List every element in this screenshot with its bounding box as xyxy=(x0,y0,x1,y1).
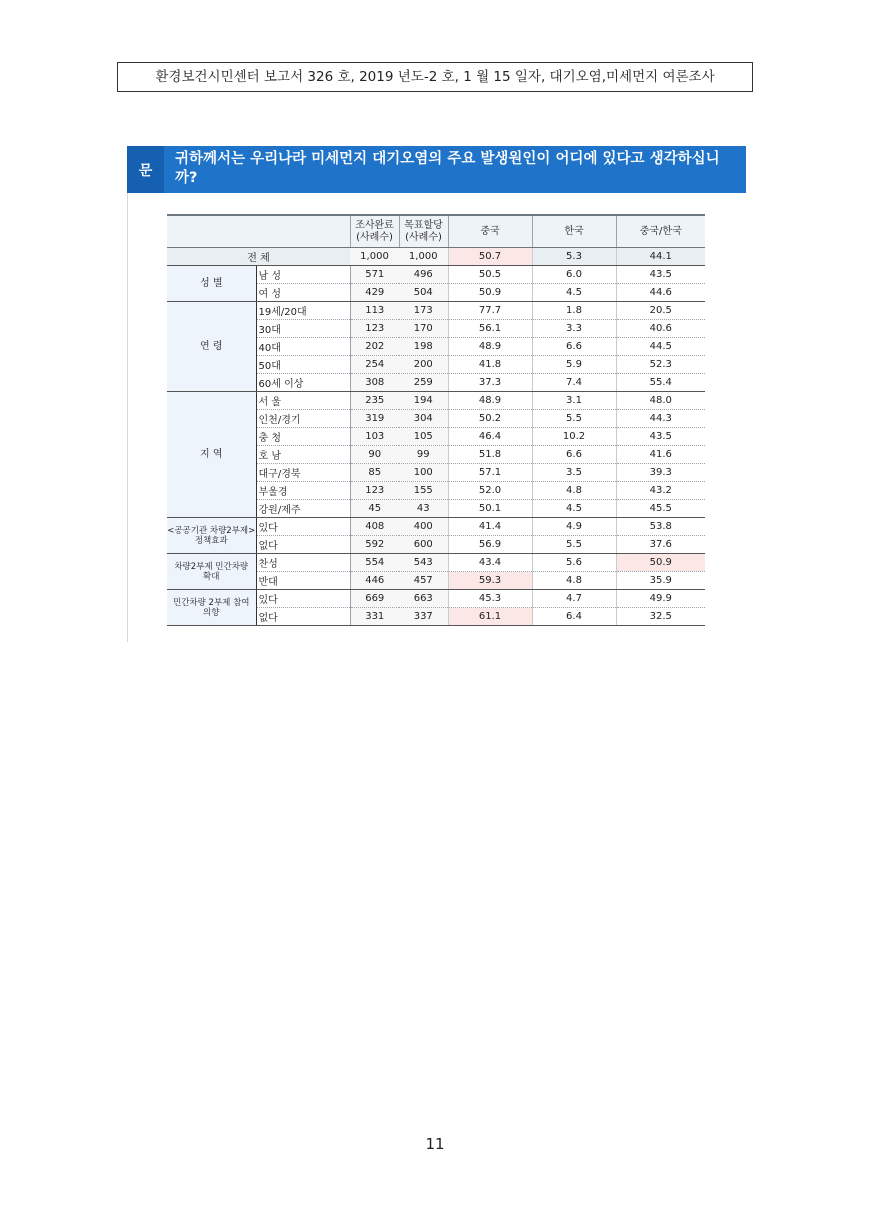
korea-cell: 1.8 xyxy=(532,302,616,320)
n-target-cell: 259 xyxy=(399,374,448,392)
table-row xyxy=(167,392,705,410)
china-cell: 50.7 xyxy=(448,248,532,266)
subgroup-label: 50대 xyxy=(256,356,350,374)
n-completed-cell: 123 xyxy=(350,482,399,500)
china-cell: 50.2 xyxy=(448,410,532,428)
subgroup-label: 서 울 xyxy=(256,392,350,410)
n-target-cell: 100 xyxy=(399,464,448,482)
n-completed-cell: 113 xyxy=(350,302,399,320)
n-completed-cell: 331 xyxy=(350,608,399,626)
question-label: 문 xyxy=(127,146,164,193)
subgroup-label: 여 성 xyxy=(256,284,350,302)
table-row xyxy=(167,554,705,572)
n-target-cell: 198 xyxy=(399,338,448,356)
korea-cell: 4.5 xyxy=(532,500,616,518)
china-cell: 59.3 xyxy=(448,572,532,590)
china-korea-cell: 20.5 xyxy=(616,302,705,320)
china-cell: 77.7 xyxy=(448,302,532,320)
header-cell: 목표할당 (사례수) xyxy=(399,215,448,248)
subgroup-label: 반대 xyxy=(256,572,350,590)
table-row xyxy=(167,302,705,320)
n-target-cell: 173 xyxy=(399,302,448,320)
n-target-cell: 457 xyxy=(399,572,448,590)
korea-cell: 6.4 xyxy=(532,608,616,626)
china-cell: 50.9 xyxy=(448,284,532,302)
korea-cell: 5.5 xyxy=(532,410,616,428)
n-target-cell: 400 xyxy=(399,518,448,536)
n-target-cell: 155 xyxy=(399,482,448,500)
china-cell: 50.1 xyxy=(448,500,532,518)
korea-cell: 4.8 xyxy=(532,482,616,500)
subgroup-label: 있다 xyxy=(256,590,350,608)
china-cell: 48.9 xyxy=(448,392,532,410)
korea-cell: 10.2 xyxy=(532,428,616,446)
table-header-row xyxy=(167,215,705,248)
china-cell: 61.1 xyxy=(448,608,532,626)
table-row-total xyxy=(167,248,705,266)
header-cell: 중국 xyxy=(448,215,532,248)
figure-left-rule xyxy=(127,193,128,642)
n-completed-cell: 85 xyxy=(350,464,399,482)
n-completed-cell: 571 xyxy=(350,266,399,284)
korea-cell: 6.0 xyxy=(532,266,616,284)
korea-cell: 3.3 xyxy=(532,320,616,338)
china-korea-cell: 43.5 xyxy=(616,266,705,284)
korea-cell: 5.5 xyxy=(532,536,616,554)
n-target-cell: 337 xyxy=(399,608,448,626)
n-completed-cell: 408 xyxy=(350,518,399,536)
group-label: <공공기관 차량2부제> 정책효과 xyxy=(167,518,256,554)
subgroup-label: 대구/경북 xyxy=(256,464,350,482)
china-korea-cell: 37.6 xyxy=(616,536,705,554)
n-target-cell: 543 xyxy=(399,554,448,572)
subgroup-label: 인천/경기 xyxy=(256,410,350,428)
n-target-cell: 504 xyxy=(399,284,448,302)
subgroup-label: 19세/20대 xyxy=(256,302,350,320)
china-korea-cell: 48.0 xyxy=(616,392,705,410)
subgroup-label: 60세 이상 xyxy=(256,374,350,392)
n-completed-cell: 235 xyxy=(350,392,399,410)
page-number: 11 xyxy=(425,1135,445,1153)
korea-cell: 4.5 xyxy=(532,284,616,302)
n-completed-cell: 554 xyxy=(350,554,399,572)
total-label: 전 체 xyxy=(167,248,350,266)
china-cell: 46.4 xyxy=(448,428,532,446)
china-korea-cell: 44.3 xyxy=(616,410,705,428)
china-cell: 43.4 xyxy=(448,554,532,572)
n-target-cell: 43 xyxy=(399,500,448,518)
china-korea-cell: 45.5 xyxy=(616,500,705,518)
china-korea-cell: 43.2 xyxy=(616,482,705,500)
header-cell xyxy=(167,215,256,248)
china-cell: 56.1 xyxy=(448,320,532,338)
n-target-cell: 1,000 xyxy=(399,248,448,266)
n-target-cell: 170 xyxy=(399,320,448,338)
header-cell: 중국/한국 xyxy=(616,215,705,248)
korea-cell: 5.9 xyxy=(532,356,616,374)
n-target-cell: 496 xyxy=(399,266,448,284)
china-korea-cell: 44.6 xyxy=(616,284,705,302)
n-target-cell: 663 xyxy=(399,590,448,608)
china-korea-cell: 55.4 xyxy=(616,374,705,392)
n-completed-cell: 319 xyxy=(350,410,399,428)
china-cell: 52.0 xyxy=(448,482,532,500)
table-row xyxy=(167,518,705,536)
n-completed-cell: 446 xyxy=(350,572,399,590)
china-cell: 50.5 xyxy=(448,266,532,284)
subgroup-label: 찬성 xyxy=(256,554,350,572)
results-table xyxy=(167,214,705,626)
n-completed-cell: 592 xyxy=(350,536,399,554)
n-completed-cell: 45 xyxy=(350,500,399,518)
subgroup-label: 없다 xyxy=(256,608,350,626)
group-label: 차량2부제 민간차량 확대 xyxy=(167,554,256,590)
header-cell: 조사완료 (사례수) xyxy=(350,215,399,248)
china-korea-cell: 49.9 xyxy=(616,590,705,608)
header-cell xyxy=(256,215,350,248)
china-cell: 48.9 xyxy=(448,338,532,356)
n-completed-cell: 202 xyxy=(350,338,399,356)
table-row xyxy=(167,590,705,608)
n-completed-cell: 669 xyxy=(350,590,399,608)
china-korea-cell: 41.6 xyxy=(616,446,705,464)
subgroup-label: 있다 xyxy=(256,518,350,536)
china-cell: 57.1 xyxy=(448,464,532,482)
n-target-cell: 99 xyxy=(399,446,448,464)
header-cell: 한국 xyxy=(532,215,616,248)
china-korea-cell: 40.6 xyxy=(616,320,705,338)
china-korea-cell: 39.3 xyxy=(616,464,705,482)
korea-cell: 3.5 xyxy=(532,464,616,482)
n-target-cell: 194 xyxy=(399,392,448,410)
subgroup-label: 40대 xyxy=(256,338,350,356)
subgroup-label: 충 청 xyxy=(256,428,350,446)
china-korea-cell: 32.5 xyxy=(616,608,705,626)
subgroup-label: 호 남 xyxy=(256,446,350,464)
korea-cell: 4.9 xyxy=(532,518,616,536)
korea-cell: 4.8 xyxy=(532,572,616,590)
n-completed-cell: 308 xyxy=(350,374,399,392)
report-citation: 환경보건시민센터 보고서 326 호, 2019 년도-2 호, 1 월 15 일자, 대기오염,미세먼지 여론조사 xyxy=(117,62,753,92)
china-cell: 37.3 xyxy=(448,374,532,392)
korea-cell: 6.6 xyxy=(532,338,616,356)
korea-cell: 3.1 xyxy=(532,392,616,410)
n-completed-cell: 103 xyxy=(350,428,399,446)
korea-cell: 5.3 xyxy=(532,248,616,266)
china-korea-cell: 52.3 xyxy=(616,356,705,374)
china-korea-cell: 43.5 xyxy=(616,428,705,446)
korea-cell: 4.7 xyxy=(532,590,616,608)
n-completed-cell: 1,000 xyxy=(350,248,399,266)
table-body xyxy=(167,248,705,626)
group-label: 지 역 xyxy=(167,392,256,518)
table-row xyxy=(167,266,705,284)
n-completed-cell: 123 xyxy=(350,320,399,338)
subgroup-label: 남 성 xyxy=(256,266,350,284)
china-cell: 41.4 xyxy=(448,518,532,536)
china-cell: 41.8 xyxy=(448,356,532,374)
n-completed-cell: 90 xyxy=(350,446,399,464)
question-banner xyxy=(127,146,746,193)
china-korea-cell: 35.9 xyxy=(616,572,705,590)
survey-figure xyxy=(127,146,746,642)
china-cell: 51.8 xyxy=(448,446,532,464)
group-label: 민간차량 2부제 참여 의향 xyxy=(167,590,256,626)
group-label: 연 령 xyxy=(167,302,256,392)
n-completed-cell: 254 xyxy=(350,356,399,374)
korea-cell: 7.4 xyxy=(532,374,616,392)
korea-cell: 5.6 xyxy=(532,554,616,572)
china-cell: 56.9 xyxy=(448,536,532,554)
china-korea-cell: 50.9 xyxy=(616,554,705,572)
china-cell: 45.3 xyxy=(448,590,532,608)
china-korea-cell: 44.1 xyxy=(616,248,705,266)
korea-cell: 6.6 xyxy=(532,446,616,464)
subgroup-label: 30대 xyxy=(256,320,350,338)
n-target-cell: 600 xyxy=(399,536,448,554)
subgroup-label: 강원/제주 xyxy=(256,500,350,518)
n-target-cell: 105 xyxy=(399,428,448,446)
subgroup-label: 부울경 xyxy=(256,482,350,500)
n-target-cell: 304 xyxy=(399,410,448,428)
china-korea-cell: 53.8 xyxy=(616,518,705,536)
question-text: 귀하께서는 우리나라 미세먼지 대기오염의 주요 발생원인이 어디에 있다고 생각하십니까? xyxy=(175,151,720,186)
china-korea-cell: 44.5 xyxy=(616,338,705,356)
group-label: 성 별 xyxy=(167,266,256,302)
n-target-cell: 200 xyxy=(399,356,448,374)
n-completed-cell: 429 xyxy=(350,284,399,302)
subgroup-label: 없다 xyxy=(256,536,350,554)
